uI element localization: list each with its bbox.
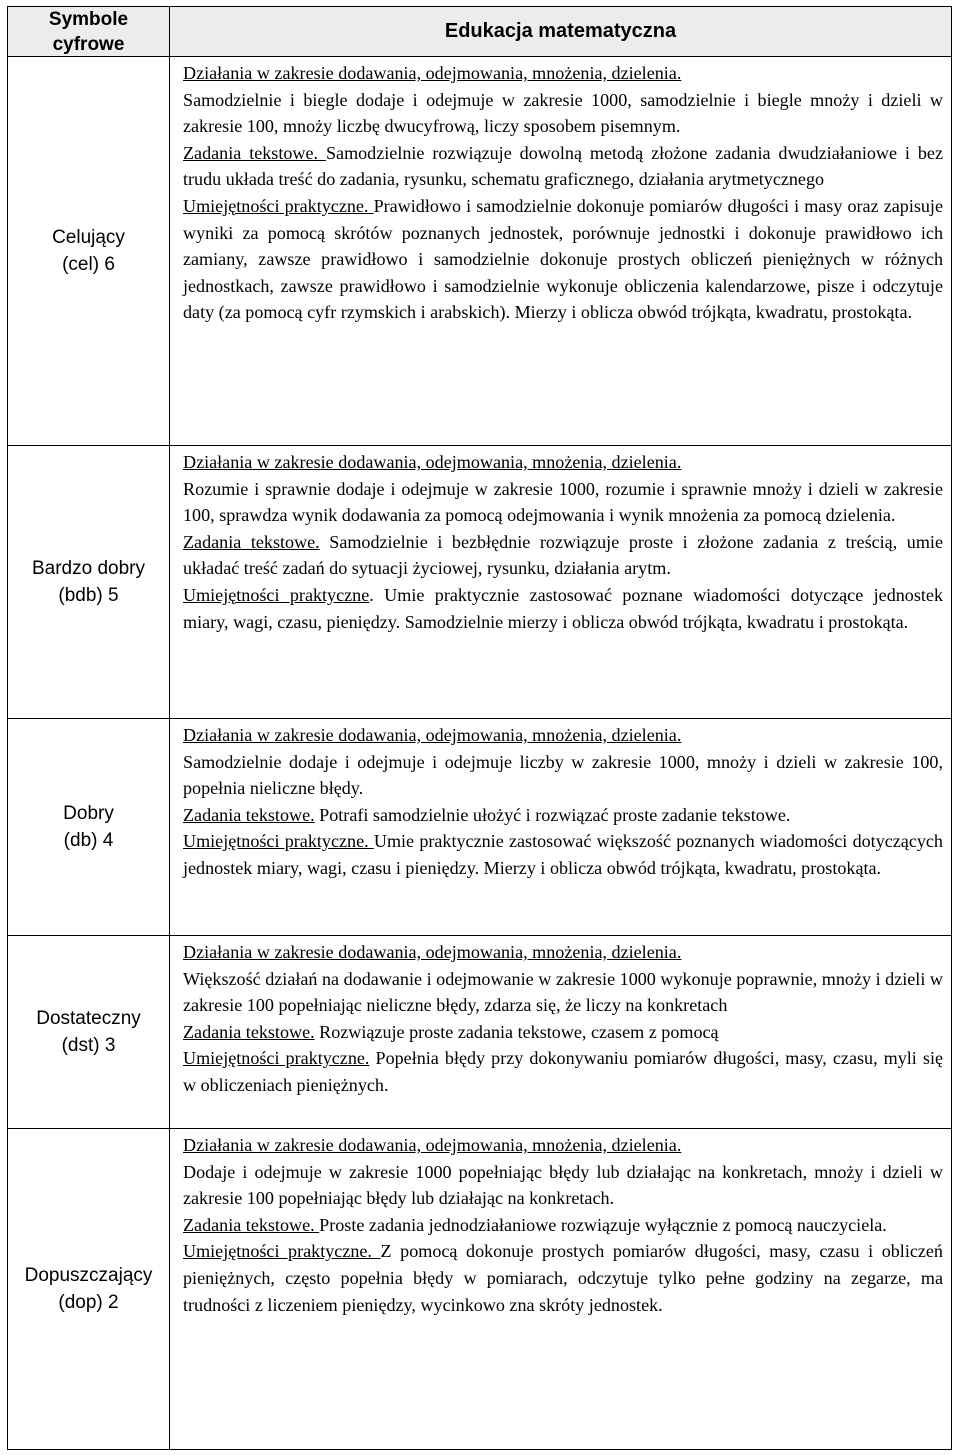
grade-code: (bdb) 5 — [58, 585, 119, 606]
section-title-practical-skills: Umiejętności praktyczne. — [183, 1048, 370, 1069]
grade-name: Bardzo dobry — [31, 558, 145, 579]
grade-description — [183, 939, 943, 1099]
section-title-practical-skills: Umiejętności praktyczne. — [183, 195, 374, 216]
section-title-word-problems: Zadania tekstowe. — [183, 804, 315, 825]
section-title-operations: Działania w zakresie dodawania, odejmowania, mnożenia, dzielenia. — [183, 1135, 682, 1155]
section-text-operations: Samodzielnie dodaje i odejmuje i odejmuje liczby w zakresie 1000, mnoży i dzieli w zakresie 100, popełnia nieliczne błędy. — [183, 751, 943, 799]
grade-code: (db) 4 — [63, 830, 114, 851]
grade-cell — [8, 446, 170, 718]
section-text-practical-skills: Prawidłowo i samodzielnie dokonuje pomiarów długości i masy oraz zapisuje wyniki za pomocą skrótów poznanych jednostek, porównuje jednostki i dokonuje prawidłowo ich zamiany, zawsze prawidłowo i samodzielnie dokonuje prostych obliczeń pieniężnych w różnych jednostkach, zawsze prawidłowo i samodzielnie wykonuje obliczenia kalendarzowe, pisze i odczytuje daty (za pomocą cyfr rzymskich i arabskich). Mierzy i oblicza obwód trójkąta, kwadratu, prostokąta. — [183, 195, 943, 323]
section-text-operations: Dodaje i odejmuje w zakresie 1000 popełniając błędy lub działając na konkretach, mnoży i dzieli w zakresie 100 popełniając błędy lub działając na konkretach. — [183, 1161, 943, 1209]
grade-name: Dobry — [63, 803, 114, 824]
grade-row-dopuszczajacy — [8, 1129, 951, 1449]
section-title-practical-skills: Umiejętności praktyczne — [183, 584, 370, 605]
section-title-word-problems: Zadania tekstowe. — [183, 142, 326, 163]
header-symbols-line1: Symbole — [48, 9, 129, 30]
section-text-word-problems: Samodzielnie i bezbłędnie rozwiązuje proste i złożone zadania z treścią, umie układać treść zadań do sytuacji życiowej, rysunku, działania arytm. — [183, 531, 943, 579]
section-title-practical-skills: Umiejętności praktyczne. — [183, 831, 374, 852]
grade-description — [183, 1132, 943, 1318]
section-title-practical-skills: Umiejętności praktyczne. — [183, 1241, 381, 1262]
section-text-operations: Większość działań na dodawanie i odejmowanie w zakresie 1000 wykonuje poprawnie, mnoży i dzieli w zakresie 100 popełniając nieliczne błędy, zdarza się, że liczy na konkretach — [183, 968, 943, 1016]
grade-cell — [8, 57, 170, 445]
section-text-practical-skills: Popełnia błędy przy dokonywaniu pomiarów długości, masy, czasu, myli się w obliczeniach pieniężnych. — [183, 1048, 944, 1095]
grade-code: (dst) 3 — [61, 1035, 116, 1056]
section-title-word-problems: Zadania tekstowe. — [183, 1214, 320, 1235]
grade-description — [183, 722, 943, 882]
header-subject: Edukacja matematyczna — [170, 7, 951, 57]
section-text-word-problems: Proste zadania jednodziałaniowe rozwiązuje wyłącznie z pomocą nauczyciela. — [319, 1214, 887, 1235]
section-title-operations: Działania w zakresie dodawania, odejmowania, mnożenia, dzielenia. — [183, 725, 682, 745]
grade-code: (dop) 2 — [58, 1292, 119, 1313]
section-title-operations: Działania w zakresie dodawania, odejmowania, mnożenia, dzielenia. — [183, 942, 682, 962]
section-title-operations: Działania w zakresie dodawania, odejmowania, mnożenia, dzielenia. — [183, 63, 682, 83]
section-text-practical-skills: . Umie praktycznie zastosować poznane wiadomości dotyczące jednostek miary, wagi, czasu, pieniędzy. Samodzielnie mierzy i oblicza obwód trójkąta, kwadratu i prostokąta. — [183, 584, 943, 632]
section-text-word-problems: Potrafi samodzielnie ułożyć i rozwiązać proste zadanie tekstowe. — [314, 804, 791, 825]
header-symbols — [8, 7, 170, 57]
section-text-practical-skills: Umie praktycznie zastosować większość poznanych wiadomości dotyczących jednostek miary, wagi, czasu i pieniędzy. Mierzy i oblicza obwód trójkąta, kwadratu, prostokąta. — [183, 831, 943, 878]
grade-row-bardzo-dobry — [8, 446, 951, 719]
grading-table — [7, 6, 952, 1450]
grade-row-dobry — [8, 719, 951, 936]
section-text-practical-skills: Z pomocą dokonuje prostych pomiarów długości, masy, czasu i obliczeń pieniężnych, często popełnia błędy w pomiarach, odczytuje tylko pełne godziny na zegarze, ma trudności z liczeniem pieniędzy, wycinkowo zna skróty jednostek. — [183, 1241, 943, 1315]
grade-row-celujacy — [8, 57, 951, 446]
grade-name: Dopuszczający — [24, 1265, 153, 1286]
grade-description — [183, 60, 943, 326]
header-symbols-line2: cyfrowe — [52, 34, 125, 55]
section-title-operations: Działania w zakresie dodawania, odejmowania, mnożenia, dzielenia. — [183, 452, 682, 472]
grade-row-dostateczny — [8, 936, 951, 1129]
grade-cell — [8, 1129, 170, 1449]
grade-name: Dostateczny — [36, 1008, 141, 1029]
grade-code: (cel) 6 — [62, 254, 115, 275]
section-title-word-problems: Zadania tekstowe. — [183, 531, 320, 552]
section-text-word-problems: Samodzielnie rozwiązuje dowolną metodą złożone zadania dwudziałaniowe i bez trudu układa treść do zadania, rysunku, schematu graficznego, działania arytmetycznego — [183, 142, 943, 190]
section-title-word-problems: Zadania tekstowe. — [183, 1021, 315, 1042]
grade-name: Celujący — [52, 227, 125, 248]
grade-description — [183, 449, 943, 635]
grade-cell — [8, 936, 170, 1128]
section-text-operations: Rozumie i sprawnie dodaje i odejmuje w zakresie 1000, rozumie i sprawnie mnoży i dzieli w zakresie 100, sprawdza wynik dodawania za pomocą odejmowania i wynik mnożenia za pomocą dzielenia. — [183, 478, 943, 526]
section-text-operations: Samodzielnie i biegle dodaje i odejmuje w zakresie 1000, samodzielnie i biegle mnoży i dzieli w zakresie 100, mnoży liczbę dwucyfrową, liczy sposobem pisemnym. — [183, 89, 943, 137]
section-text-word-problems: Rozwiązuje proste zadania tekstowe, czasem z pomocą — [314, 1021, 719, 1042]
grade-cell — [8, 719, 170, 935]
